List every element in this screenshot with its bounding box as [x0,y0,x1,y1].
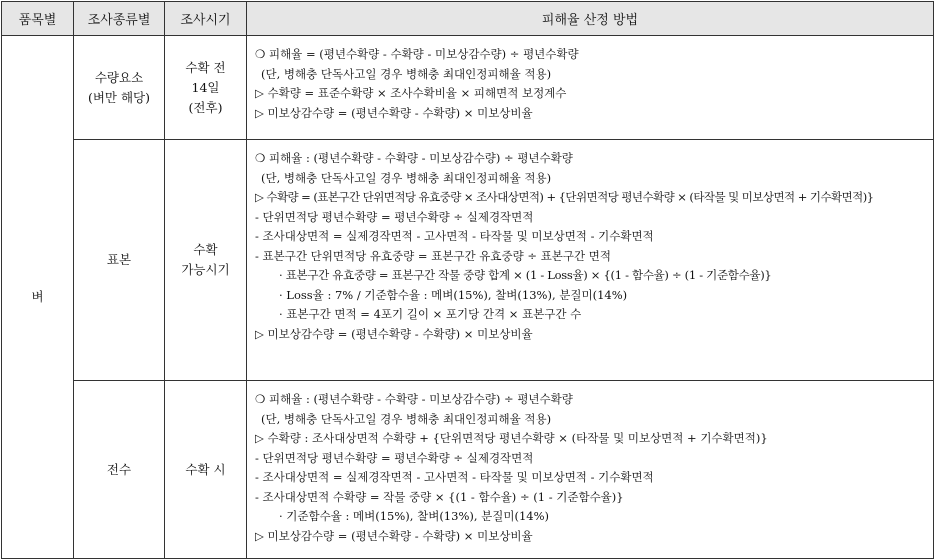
formula-line: ❍ 피해율 : (평년수확량 - 수확량 - 미보상감수량) ÷ 평년수확량 [255,392,573,406]
formula-line: (단, 병해충 단독사고일 경우 병해충 최대인정피해율 적용) [261,411,552,426]
survey-type-line: (벼만 해당) [87,89,151,105]
table-row [2,140,934,381]
survey-type-line: 전수 [106,461,132,477]
formula-line: - 조사대상면적 = 실제경작면적 - 고사면적 - 타작물 및 미보상면적 - 기수확면적 [255,470,654,484]
survey-timing-line: 수확 [193,242,218,257]
survey-timing-line: 수확 시 [185,461,226,477]
formula-line: ❍ 피해율 = (평년수확량 - 수확량 - 미보상감수량) ÷ 평년수확량 [255,47,579,61]
survey-type-line: 수량요소 [94,69,144,85]
formula-line: · Loss율 : 7% / 기준함수율 : 메벼(15%), 찰벼(13%), 분질미(14%) [279,287,628,302]
survey-type-cell [74,140,165,381]
method-cell [247,381,934,559]
survey-type-line: 표본 [106,252,132,267]
survey-timing-line: (전후) [188,99,223,115]
damage-rate-table [1,1,934,559]
formula-line: - 단위면적당 평년수확량 = 평년수확량 ÷ 실제경작면적 [255,209,534,224]
survey-timing-line: 가능시기 [181,262,230,277]
survey-timing-line: 14일 [191,79,220,95]
formula-line: · 표본구간 유효중량 = 표본구간 작물 중량 합계 × (1 - Loss율) × {(1 - 함수율) ÷ (1 - 기준함수율)} [279,268,772,282]
header-survey-type: 조사종류별 [74,2,165,36]
table-header-row [2,2,934,36]
survey-type-cell [74,36,165,140]
formula-line: · 기준함수율 : 메벼(15%), 찰벼(13%), 분질미(14%) [279,509,550,523]
formula-line: · 표본구간 면적 = 4포기 길이 × 포기당 간격 × 표본구간 수 [279,307,582,321]
header-calculation-method: 피해율 산정 방법 [247,2,934,36]
survey-timing-line: 수확 전 [185,59,226,75]
formula-line: ▷ 수확량 : 조사대상면적 수확량 + {단위면적당 평년수확량 × (타작물 및 미보상면적 + 기수확면적)} [255,431,768,445]
table-row [2,381,934,559]
survey-type-cell [74,381,165,559]
survey-timing-cell [165,381,247,559]
survey-timing-cell [165,36,247,140]
formula-line: ❍ 피해율 : (평년수확량 - 수확량 - 미보상감수량) ÷ 평년수확량 [255,151,573,165]
formula-line: (단, 병해충 단독사고일 경우 병해충 최대인정피해율 적용) [261,170,552,185]
formula-line: ▷ 수확량 = 표준수확량 × 조사수확비율 × 피해면적 보정계수 [255,86,567,100]
survey-timing-cell [165,140,247,381]
formula-line: - 조사대상면적 수확량 = 작물 중량 × {(1 - 함수율) ÷ (1 - 기준함수율)} [255,489,624,504]
formula-line: - 단위면적당 평년수확량 = 평년수확량 ÷ 실제경작면적 [255,450,534,465]
formula-line: ▷ 미보상감수량 = (평년수확량 - 수확량) × 미보상비율 [255,326,533,341]
formula-line: - 조사대상면적 = 실제경작면적 - 고사면적 - 타작물 및 미보상면적 - 기수확면적 [255,229,654,243]
formula-line: ▷ 미보상감수량 = (평년수확량 - 수확량) × 미보상비율 [255,528,533,543]
method-cell [247,140,934,381]
header-crop: 품목별 [2,2,74,36]
table-row [2,36,934,140]
formula-line: - 표본구간 단위면적당 유효중량 = 표본구간 유효중량 ÷ 표본구간 면적 [255,248,611,263]
formula-line: (단, 병해충 단독사고일 경우 병해충 최대인정피해율 적용) [261,66,552,81]
method-cell [247,36,934,140]
formula-line: ▷ 미보상감수량 = (평년수확량 - 수확량) × 미보상비율 [255,105,533,120]
formula-line: ▷ 수확량 = (표본구간 단위면적당 유효중량 × 조사대상면적) + {단위면적당 평년수확량 × (타작물 및 미보상면적 + 기수확면적)} [255,190,874,204]
header-survey-timing: 조사시기 [165,2,247,36]
crop-cell: 벼 [2,36,74,559]
